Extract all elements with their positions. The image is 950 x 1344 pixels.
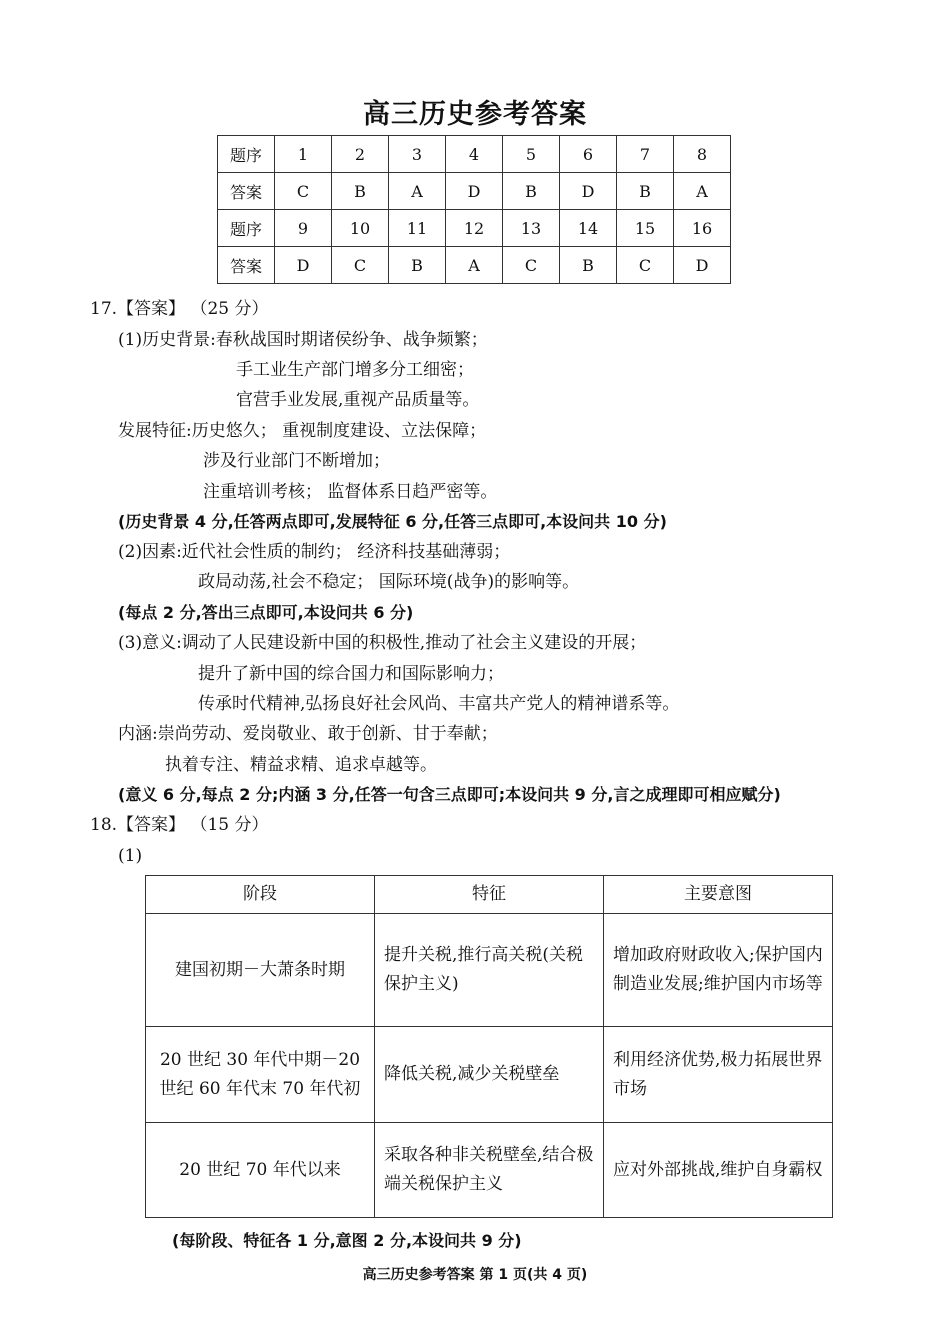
table-cell: 1 <box>275 136 332 173</box>
table-cell: A <box>389 173 446 210</box>
table-cell: 3 <box>389 136 446 173</box>
table-header-row <box>146 876 833 914</box>
table-cell: 15 <box>617 210 674 247</box>
table-cell: C <box>332 247 389 284</box>
table-row <box>218 136 731 173</box>
answer-line: 内涵:崇尚劳动、爱岗敬业、敢于创新、甘于奉献； <box>118 724 498 744</box>
row-header: 题序 <box>218 210 275 247</box>
answer-line: 注重培训考核； 监督体系日趋严密等。 <box>203 482 498 502</box>
answer-key-table <box>217 135 731 284</box>
table-row <box>146 1123 833 1218</box>
page-title: 高三历史参考答案 <box>363 99 587 130</box>
table-cell: 11 <box>389 210 446 247</box>
table-row <box>146 914 833 1027</box>
table-row <box>218 247 731 284</box>
answer-line: 执着专注、精益求精、追求卓越等。 <box>165 755 437 775</box>
table-cell: D <box>560 173 617 210</box>
answer-line: 传承时代精神,弘扬良好社会风尚、丰富共产党人的精神谱系等。 <box>198 694 680 714</box>
table-cell: B <box>617 173 674 210</box>
table-cell: B <box>332 173 389 210</box>
answer-line: (3)意义:调动了人民建设新中国的积极性,推动了社会主义建设的开展； <box>118 633 647 653</box>
table-cell: A <box>446 247 503 284</box>
table-cell: 提升关税,推行高关税(关税保护主义) <box>375 914 604 1027</box>
scoring-note: (历史背景 4 分,任答两点即可,发展特征 6 分,任答三点即可,本设问共 10 分) <box>118 512 667 531</box>
scoring-note: (意义 6 分,每点 2 分;内涵 3 分,任答一句含三点即可;本设问共 9 分,言之成理即可相应赋分) <box>118 785 781 804</box>
table-cell: 6 <box>560 136 617 173</box>
q17-heading: 17.【答案】 （25 分） <box>90 299 269 319</box>
page-footer: 高三历史参考答案 第 1 页(共 4 页) <box>362 1267 588 1283</box>
q18-heading: 18.【答案】 （15 分） <box>90 815 269 835</box>
table-cell: 13 <box>503 210 560 247</box>
answer-line: 政局动荡,社会不稳定； 国际环境(战争)的影响等。 <box>198 572 580 592</box>
table-cell: 2 <box>332 136 389 173</box>
row-header: 答案 <box>218 247 275 284</box>
table-row <box>146 1027 833 1123</box>
table-cell: B <box>389 247 446 284</box>
table-cell: A <box>674 173 731 210</box>
table-cell: 5 <box>503 136 560 173</box>
q18-subpart: (1) <box>118 846 143 866</box>
table-cell: 利用经济优势,极力拓展世界市场 <box>604 1027 833 1123</box>
table-row <box>218 210 731 247</box>
table-row <box>218 173 731 210</box>
table-cell: 20 世纪 70 年代以来 <box>146 1123 375 1218</box>
column-header: 阶段 <box>146 876 375 914</box>
answer-line: (2)因素:近代社会性质的制约； 经济科技基础薄弱； <box>118 542 511 562</box>
table-cell: 12 <box>446 210 503 247</box>
table-cell: 4 <box>446 136 503 173</box>
tariff-stage-table <box>145 875 833 1218</box>
table-cell: 9 <box>275 210 332 247</box>
answer-line: 发展特征:历史悠久； 重视制度建设、立法保障； <box>118 421 487 441</box>
table-cell: 10 <box>332 210 389 247</box>
answer-line: 官营手业发展,重视产品质量等。 <box>236 390 480 410</box>
table-cell: B <box>503 173 560 210</box>
table-cell: 7 <box>617 136 674 173</box>
column-header: 特征 <box>375 876 604 914</box>
table-cell: C <box>503 247 560 284</box>
table-cell: 16 <box>674 210 731 247</box>
column-header: 主要意图 <box>604 876 833 914</box>
table-cell: D <box>446 173 503 210</box>
scoring-note: (每阶段、特征各 1 分,意图 2 分,本设问共 9 分) <box>172 1231 522 1250</box>
table-cell: 应对外部挑战,维护自身霸权 <box>604 1123 833 1218</box>
table-cell: 建国初期－大萧条时期 <box>146 914 375 1027</box>
table-cell: 20 世纪 30 年代中期－20 世纪 60 年代末 70 年代初 <box>146 1027 375 1123</box>
scoring-note: (每点 2 分,答出三点即可,本设问共 6 分) <box>118 603 414 622</box>
table-cell: 8 <box>674 136 731 173</box>
table-cell: D <box>674 247 731 284</box>
table-cell: 降低关税,减少关税壁垒 <box>375 1027 604 1123</box>
table-cell: 14 <box>560 210 617 247</box>
table-cell: B <box>560 247 617 284</box>
table-cell: 采取各种非关税壁垒,结合极端关税保护主义 <box>375 1123 604 1218</box>
table-cell: 增加政府财政收入;保护国内制造业发展;维护国内市场等 <box>604 914 833 1027</box>
table-cell: C <box>275 173 332 210</box>
answer-line: (1)历史背景:春秋战国时期诸侯纷争、战争频繁； <box>118 330 488 350</box>
answer-line: 涉及行业部门不断增加； <box>203 451 390 471</box>
row-header: 题序 <box>218 136 275 173</box>
answer-line: 手工业生产部门增多分工细密； <box>236 360 474 380</box>
answer-line: 提升了新中国的综合国力和国际影响力； <box>198 664 504 684</box>
table-cell: C <box>617 247 674 284</box>
row-header: 答案 <box>218 173 275 210</box>
table-cell: D <box>275 247 332 284</box>
